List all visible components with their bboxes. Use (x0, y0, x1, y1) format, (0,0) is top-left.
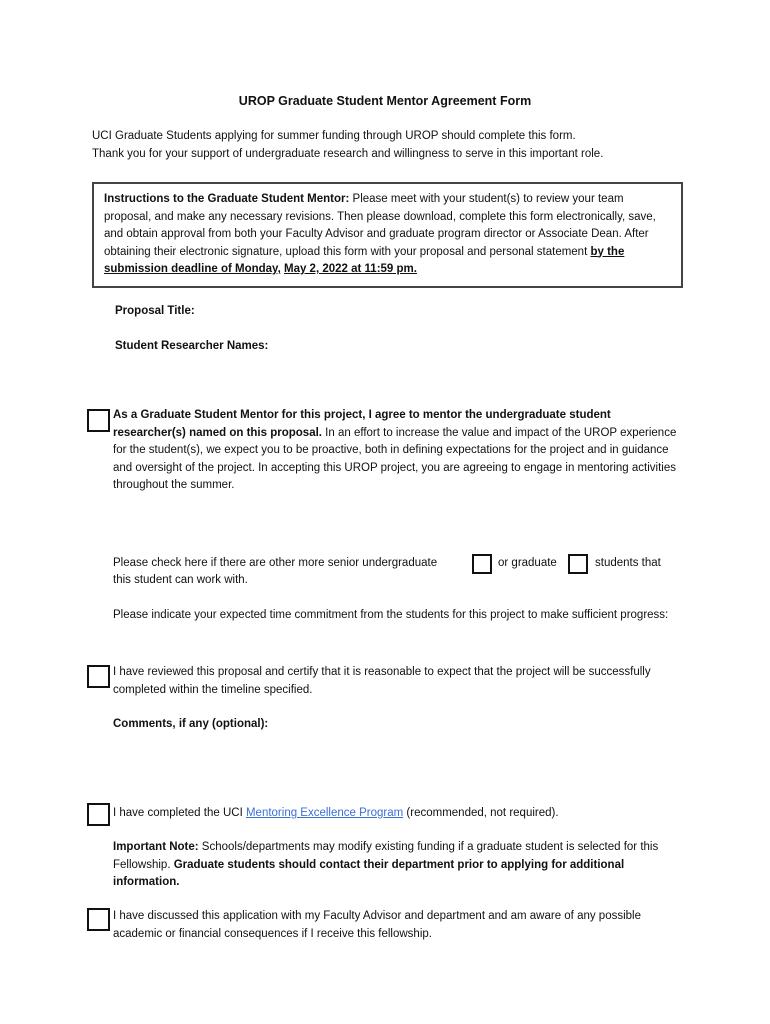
deadline-part-3: May 2, 2022 at 11:59 pm. (283, 263, 417, 275)
student-names-label: Student Researcher Names: (115, 340, 269, 352)
intro-text (92, 128, 712, 163)
instructions-heading: Instructions to the Graduate Student Mentor: (104, 193, 350, 205)
deadline-part-1: by the (590, 245, 625, 258)
senior-undergraduate-checkbox[interactable] (472, 554, 492, 574)
senior-text-1: Please check here if there are other more senior undergraduate (113, 557, 438, 569)
certify-text: I have reviewed this proposal and certify that it is reasonable to expect that the project will be successfully completed within the timeline specified. (113, 666, 651, 696)
mentoring-text (113, 805, 678, 823)
agreement-paragraph (113, 407, 678, 495)
important-label: Important Note: (113, 841, 199, 853)
important-bold-text: Graduate students should contact their department prior to applying for additional information. (113, 858, 625, 888)
agreement-bold-text: As a Graduate Student Mentor for this project, I agree to mentor the undergraduate student researcher(s) named on this proposal. (113, 409, 611, 439)
senior-question-line1 (113, 555, 437, 573)
discussed-text: I have discussed this application with my Faculty Advisor and department and am aware of any possible academic or financial consequences if I receive this fellowship. (113, 910, 642, 940)
page-title: UROP Graduate Student Mentor Agreement Form (238, 94, 532, 108)
discussed-checkbox[interactable] (87, 908, 110, 931)
mentoring-program-link[interactable]: Mentoring Excellence Program (245, 807, 404, 819)
comments-label: Comments, if any (optional): (113, 718, 269, 730)
instructions-body: Please meet with your student(s) to review your team proposal, and make any necessary revisions. Then please download, complete this form electronically, save, and obtain approval from both your Faculty Advisor and graduate program director or Associate Dean. After obtaining their electronic signature, upload this form with your proposal and personal statement (104, 193, 656, 258)
intro-line-2: Thank you for your support of undergraduate research and willingness to serve in this important role. (92, 147, 604, 160)
important-text: Schools/departments may modify existing funding if a graduate student is selected for this Fellowship. (113, 841, 659, 871)
instructions-box (92, 182, 683, 288)
time-commitment-text: Please indicate your expected time commitment from the students for this project to make sufficient progress: (113, 609, 669, 621)
mentoring-checkbox[interactable] (87, 803, 110, 826)
deadline-part-2: submission deadline of Monday, (104, 263, 281, 275)
senior-graduate-checkbox[interactable] (568, 554, 588, 574)
proposal-title-label: Proposal Title: (115, 305, 195, 317)
agreement-checkbox[interactable] (87, 409, 110, 432)
senior-text-2: or graduate (498, 557, 557, 569)
important-note (113, 839, 678, 892)
intro-line-1: UCI Graduate Students applying for summer funding through UROP should complete this form. (92, 130, 576, 142)
senior-text-3: students that (595, 557, 661, 569)
agreement-text: In an effort to increase the value and impact of the UROP experience for the student(s), we expect you to be proactive, both in defining expectations for the project and in guidance and oversight of the project. In accepting this UROP project, you are agreeing to engage in mentoring activities throughout the summer. (113, 426, 677, 491)
mentoring-after: (recommended, not required). (403, 807, 559, 819)
senior-text-4: this student can work with. (113, 574, 248, 586)
mentoring-before: I have completed the UCI (113, 807, 246, 819)
certify-checkbox[interactable] (87, 665, 110, 688)
